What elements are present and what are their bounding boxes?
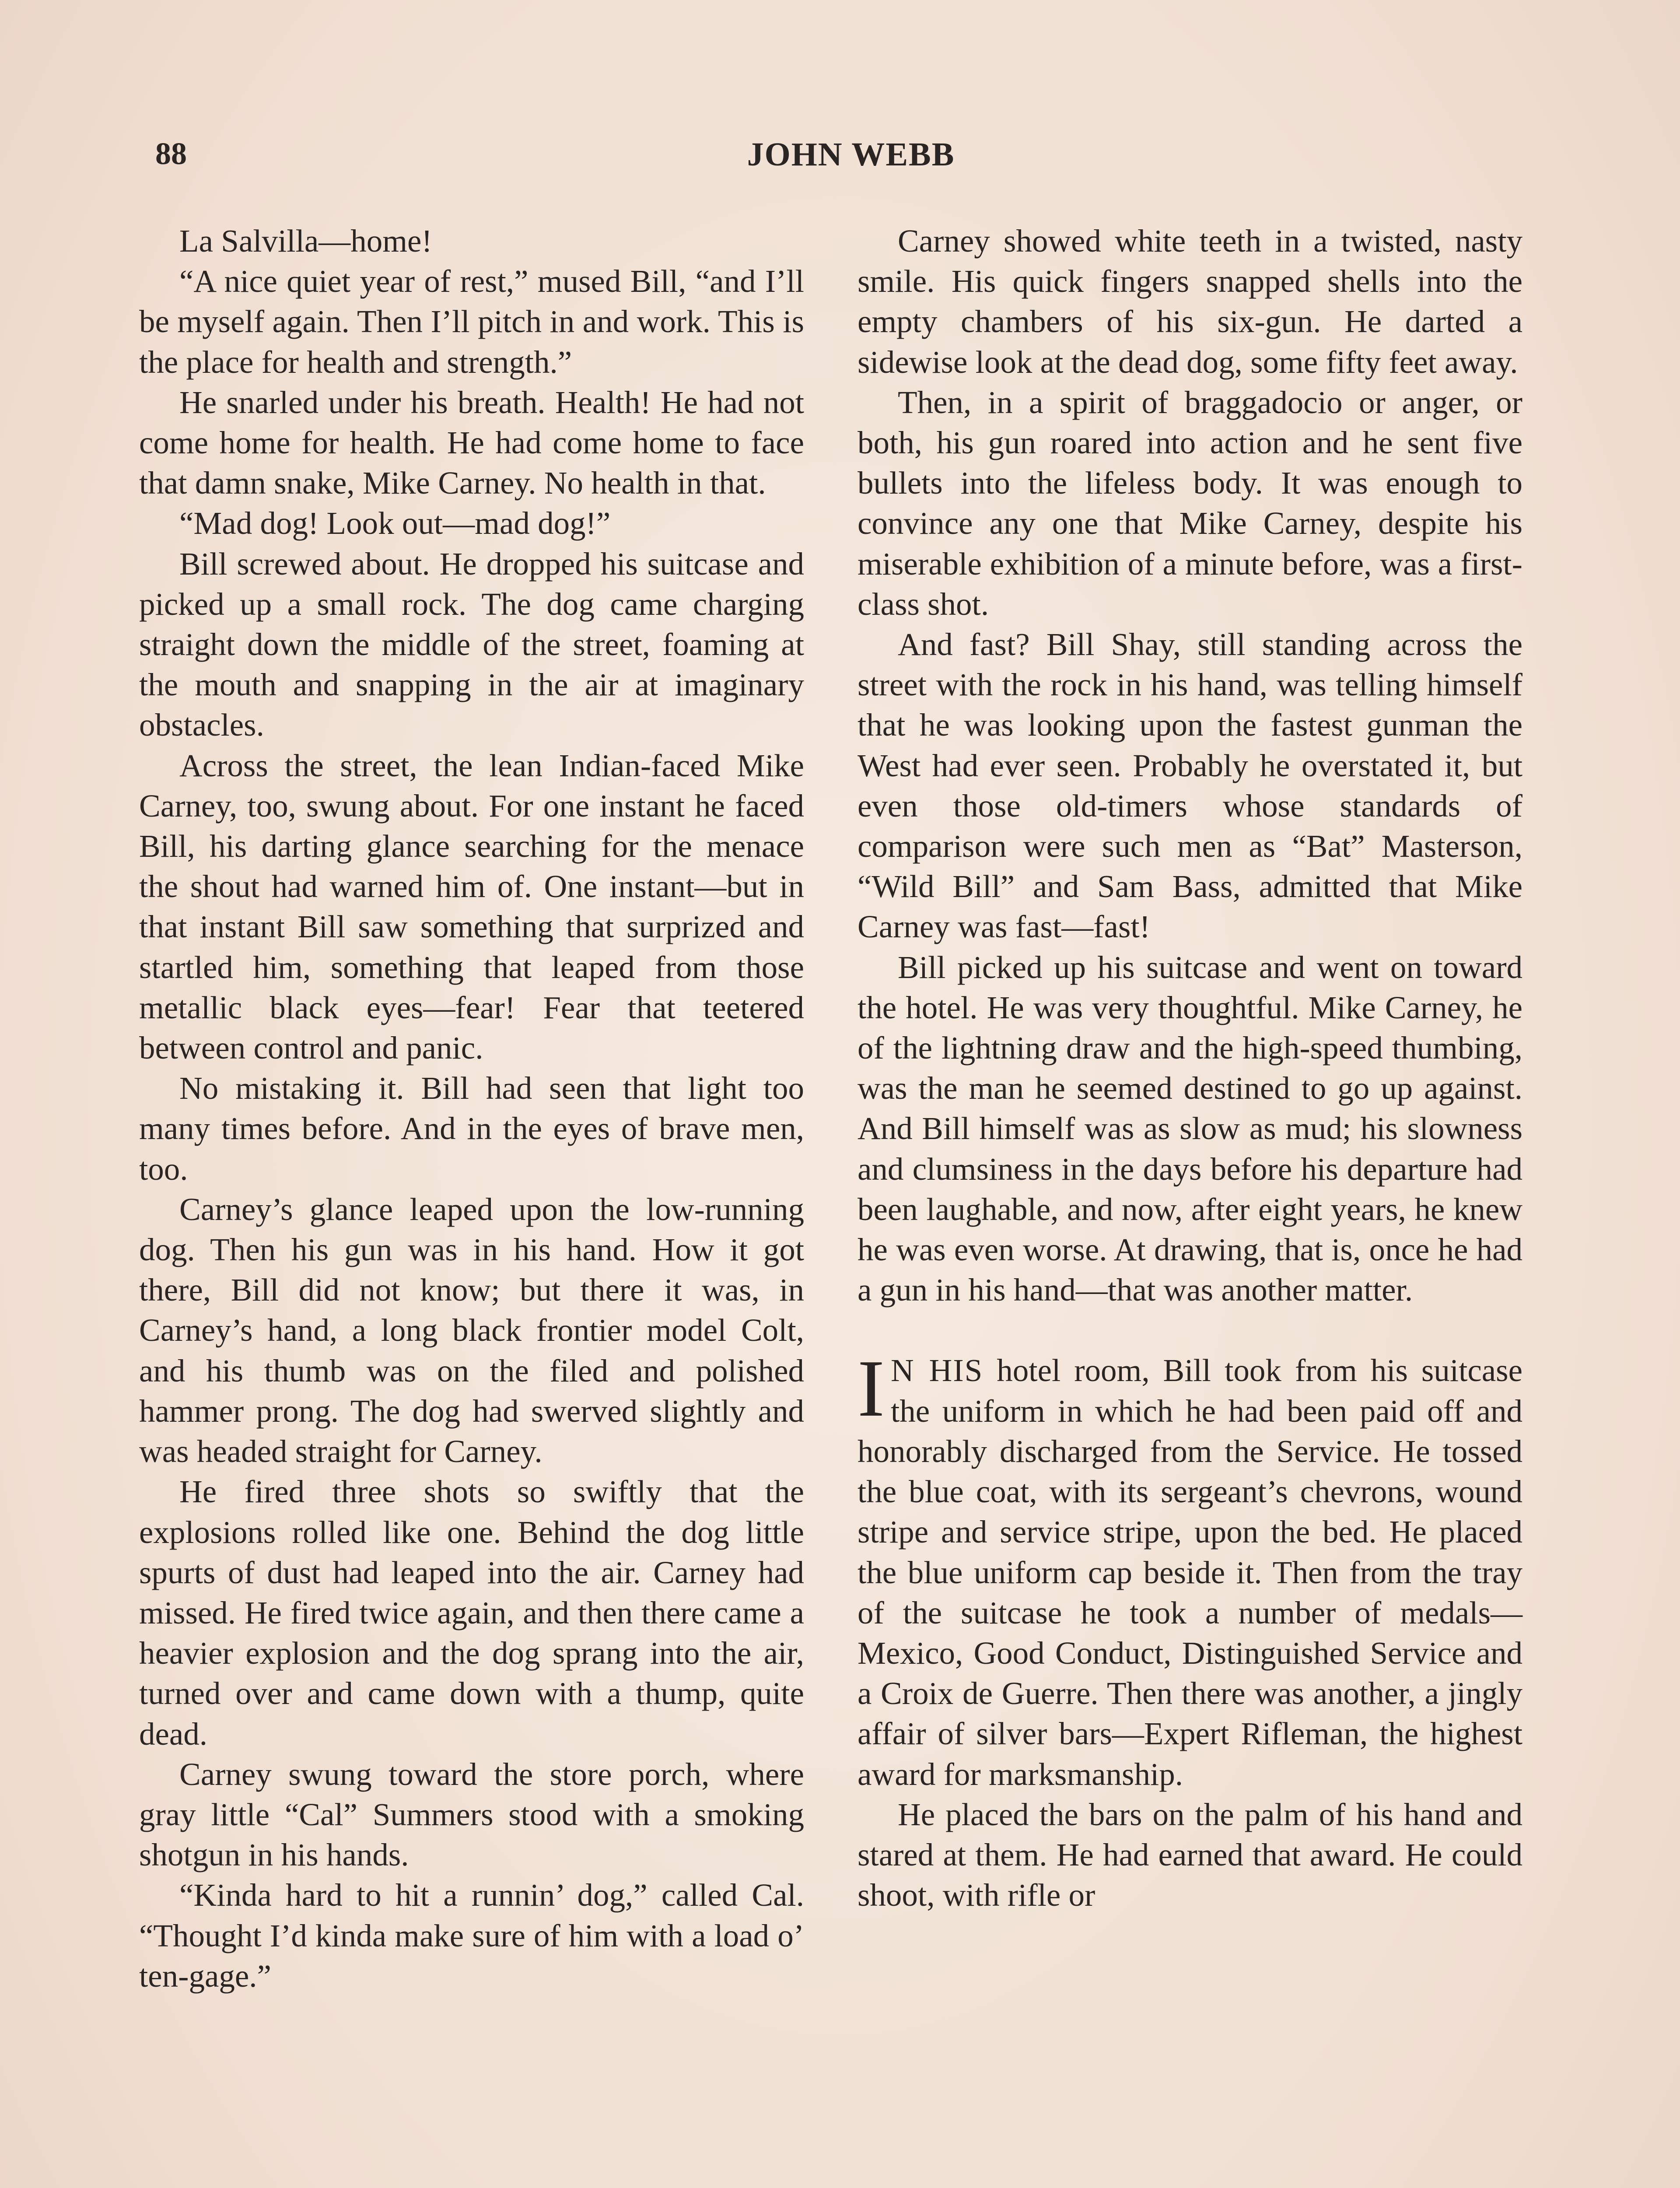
paragraph: Carney’s glance leaped upon the low-running dog. Then his gun was in his hand. How it got there, Bill did not know; but there it was, in Carney’s hand, a long black frontier model Colt, and his thumb was on the filed and polished hammer prong. The dog had swerved slightly and was headed straight for Carney. [139, 1191, 804, 1469]
paragraph: Across the street, the lean Indian-faced Mike Carney, too, swung about. For one instant he faced Bill, his darting glance searching for the menace the shout had warned him of. One instant—but in that instant Bill saw something that surprized and startled him, something that leaped from those metallic black eyes—fear! Fear that teetered between control and panic. [139, 747, 804, 1066]
paragraph: La Salvilla—home! [179, 223, 432, 259]
paragraph: And fast? Bill Shay, still standing across the street with the rock in his hand, was telling himself that he was looking upon the fastest gunman the West had ever seen. Probably he overstated it, but even those old-timers whose standards of comparison were such men as “Bat” Masterson, “Wild Bill” and Sam Bass, admitted that Mike Carney was fast—fast! [858, 627, 1522, 945]
paragraph: He placed the bars on the palm of his hand and stared at them. He had earned that award. He could shoot, with rifle or [858, 1796, 1522, 1913]
right-column [858, 221, 1522, 1915]
paragraph-text: hotel room, Bill took from his suitcase the uniform in which he had been paid off and honorably discharged from the Service. He tossed the blue coat, with its sergeant’s chevrons, wound stripe and service stripe, upon the bed. He placed the blue uniform cap beside it. Then from the tray of the suitcase he took a number of medals—Mexico, Good Conduct, Distinguished Service and a Croix de Guerre. Then there was another, a jingly affair of silver bars—Expert Rifleman, the highest award for marksmanship. [858, 1353, 1522, 1792]
paragraph: “A nice quiet year of rest,” mused Bill, “and I’ll be myself again. Then I’ll pitch in and work. This is the place for health and strength.” [139, 263, 804, 380]
paragraph: He fired three shots so swiftly that the explosions rolled like one. Behind the dog little spurts of dust had leaped into the air. Carney had missed. He fired twice again, and then there came a heavier explosion and the dog sprang into the air, turned over and came down with a thump, quite dead. [139, 1474, 804, 1752]
paragraph: Carney swung toward the store porch, where gray little “Cal” Summers stood with a smoking shotgun in his hands. [139, 1756, 804, 1873]
paragraph: “Kinda hard to hit a runnin’ dog,” called Cal. “Thought I’d kinda make sure of him with a load o’ ten-gage.” [139, 1877, 804, 1994]
paragraph: He snarled under his breath. Health! He had not come home for health. He had come home to face that damn snake, Mike Carney. No health in that. [139, 384, 804, 501]
paragraph: Carney showed white teeth in a twisted, nasty smile. His quick fingers snapped shells into the empty chambers of his six-gun. He darted a sidewise look at the dead dog, some fifty feet away. [858, 223, 1522, 380]
section-opening-paragraph [858, 1343, 1522, 1794]
page-number: 88 [155, 136, 187, 171]
lead-in: N HIS [890, 1353, 984, 1389]
drop-cap: I [858, 1343, 885, 1434]
paragraph: “Mad dog! Look out—mad dog!” [179, 505, 611, 541]
left-column [139, 221, 804, 1996]
running-title: JOHN WEBB [747, 136, 955, 173]
page-header [155, 131, 1547, 188]
paragraph: Then, in a spirit of braggadocio or anger, or both, his gun roared into action and he sent five bullets into the lifeless body. It was enough to convince any one that Mike Carney, despite his miserable exhibition of a minute before, was a first-class shot. [858, 384, 1522, 622]
paragraph: No mistaking it. Bill had seen that light too many times before. And in the eyes of brave men, too. [139, 1070, 804, 1187]
section-break [858, 1310, 1522, 1350]
paragraph: Bill screwed about. He dropped his suitcase and picked up a small rock. The dog came charging straight down the middle of the street, foaming at the mouth and snapping in the air at imaginary obstacles. [139, 546, 804, 743]
paragraph: Bill picked up his suitcase and went on toward the hotel. He was very thoughtful. Mike Carney, he of the lightning draw and the high-speed thumbing, was the man he seemed destined to go up against. And Bill himself was as slow as mud; his slowness and clumsiness in the days before his departure had been laughable, and now, after eight years, he knew he was even worse. At drawing, that is, once he had a gun in his hand—that was another matter. [858, 949, 1522, 1308]
